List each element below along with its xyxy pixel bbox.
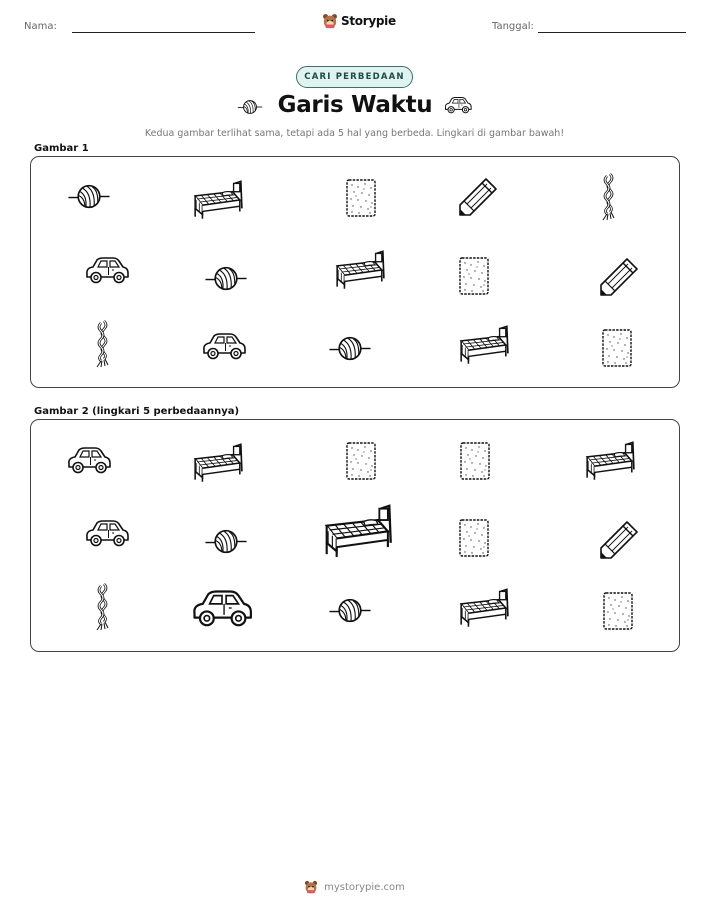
sponge-icon[interactable] [458, 440, 492, 482]
name-label: Nama: [24, 21, 57, 32]
car-icon[interactable] [65, 444, 113, 476]
footer-site-link[interactable]: mystorypie.com [324, 881, 405, 893]
pencil-icon [597, 255, 641, 299]
picture-1-panel [30, 156, 680, 388]
date-line[interactable] [538, 32, 686, 33]
yarn-ball-icon[interactable] [327, 592, 373, 629]
worksheet-header [0, 0, 709, 50]
picture-2-title: Gambar 2 (lingkari 5 perbedaannya) [34, 406, 240, 417]
pencil-icon [456, 175, 500, 219]
pencil-icon[interactable] [597, 518, 641, 562]
bed-icon[interactable] [191, 440, 245, 484]
name-line[interactable] [72, 32, 255, 33]
picture-1-title: Gambar 1 [34, 143, 89, 154]
yarn-ball-icon [203, 260, 249, 297]
car-icon [200, 330, 248, 362]
instructions: Kedua gambar terlihat sama, tetapi ada 5 hal yang berbeda. Lingkari di gambar bawah! [144, 128, 565, 139]
bed-icon [191, 177, 245, 221]
brand-name: Storypie [341, 14, 396, 28]
sponge-icon[interactable] [601, 590, 635, 632]
car-large-icon[interactable] [189, 586, 255, 630]
car-icon [443, 95, 473, 115]
footer [0, 880, 709, 894]
sponge-icon[interactable] [344, 440, 378, 482]
bed-icon [457, 322, 511, 366]
rope-icon [89, 319, 113, 369]
yarn-ball-icon [327, 330, 373, 367]
sponge-icon [344, 177, 378, 219]
rope-icon[interactable] [89, 582, 113, 632]
sponge-icon [457, 255, 491, 297]
storypie-bear-logo-icon [322, 13, 338, 29]
yarn-ball-icon[interactable] [203, 523, 249, 560]
yarn-ball-icon [66, 178, 112, 215]
date-label: Tanggal: [492, 21, 534, 32]
yarn-ball-icon [236, 96, 264, 118]
sponge-icon [600, 327, 634, 369]
bed-large-icon[interactable] [321, 500, 395, 560]
bed-icon [333, 247, 387, 291]
picture-2-panel[interactable] [30, 419, 680, 652]
car-icon [83, 254, 131, 286]
bed-icon[interactable] [583, 438, 637, 482]
car-icon[interactable] [83, 517, 131, 549]
activity-badge: CARI PERBEDAAN [296, 66, 413, 88]
brand-logo [322, 13, 396, 29]
sponge-icon[interactable] [457, 517, 491, 559]
rope-icon [595, 172, 619, 222]
storypie-bear-logo-icon [304, 880, 318, 894]
page-title: Garis Waktu [277, 92, 433, 118]
bed-icon[interactable] [457, 585, 511, 629]
